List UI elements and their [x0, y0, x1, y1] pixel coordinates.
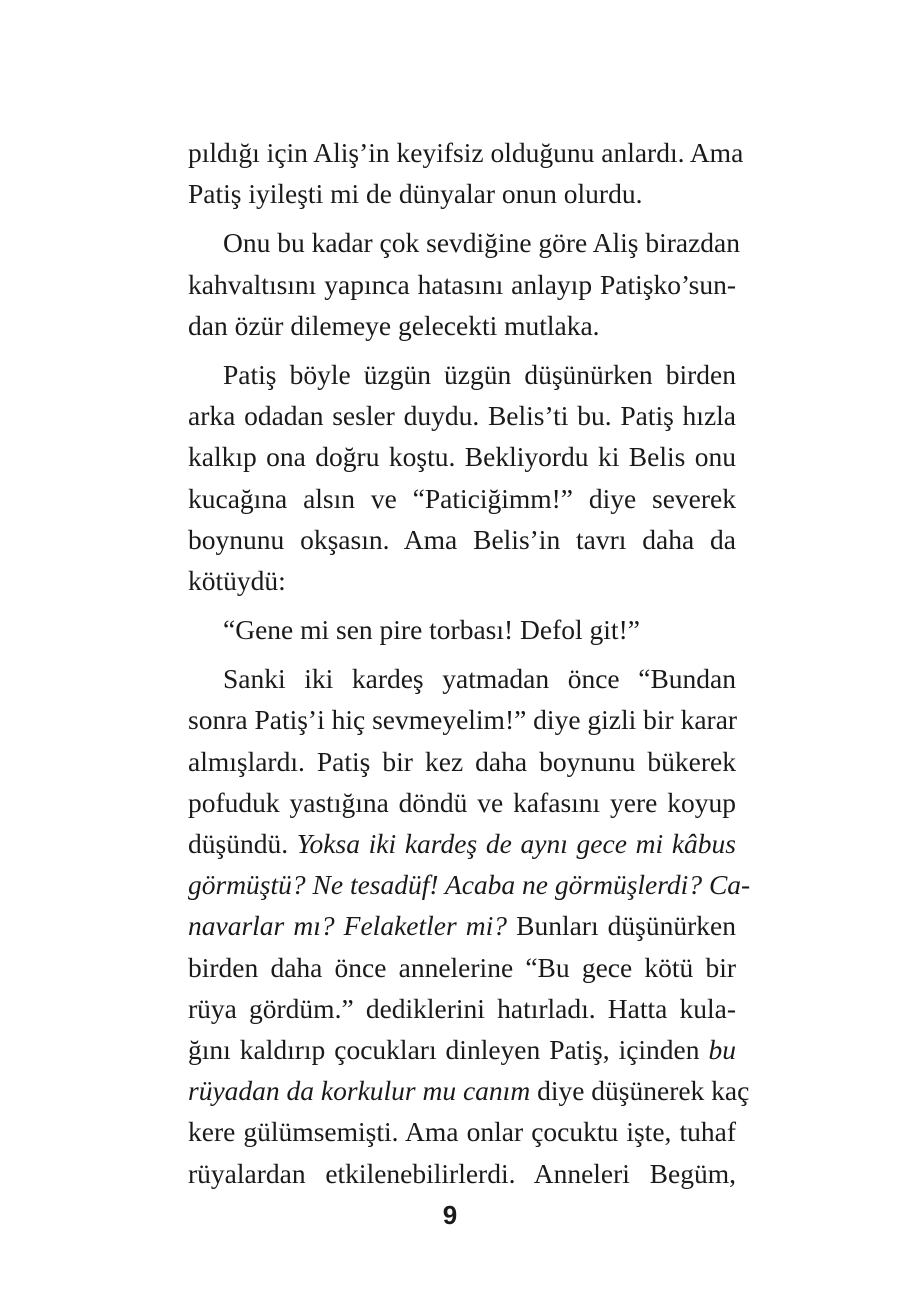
text-line: [188, 395, 736, 436]
page-number: 9: [442, 1200, 458, 1230]
text-run: düşündü.: [188, 828, 297, 859]
text-line: [188, 699, 736, 740]
paragraph: [188, 354, 736, 601]
text-run: kere gülümsemişti. Ama onlar çocuktu işte, tuhaf: [188, 1116, 736, 1148]
text-run: ğını kaldırıp çocukları dinleyen Patiş, içinden: [188, 1033, 709, 1065]
text-run: boynunu okşasın. Ama Belis’in tavrı daha da: [188, 523, 736, 555]
text-line: [188, 1111, 736, 1152]
text-run: rüya gördüm.” dediklerini hatırladı. Hatta kula-: [188, 992, 736, 1024]
text-run: pıldığı için Aliş’in keyifsiz olduğunu anlardı. Ama: [188, 137, 744, 168]
text-run: pofuduk yastığına döndü ve kafasını yere koyup: [188, 786, 736, 818]
text-run: arka odadan sesler duydu. Belis’ti bu. Patiş hızla: [188, 400, 736, 432]
text-run: Patiş böyle üzgün üzgün düşünürken birden: [223, 358, 736, 390]
italic-text: rüyadan da korkulur mu canım: [188, 1075, 531, 1107]
text-run: Sanki iki kardeş yatmadan önce “Bundan: [223, 663, 736, 695]
text-line: [188, 478, 736, 519]
text-line: [188, 905, 736, 946]
italic-text: bu: [708, 1033, 736, 1065]
text-line: [188, 947, 736, 988]
text-line: [188, 609, 736, 650]
text-line: [188, 436, 736, 477]
italic-text: görmüştü? Ne tesadüf! Acaba ne görmüşlerdi? Ca-: [188, 869, 751, 901]
text-line: [188, 1153, 736, 1194]
text-line: [188, 741, 736, 782]
text-line: [188, 823, 736, 864]
text-line: [188, 132, 744, 173]
text-run: birden daha önce annelerine “Bu gece kötü bir: [188, 951, 736, 983]
text-run: Bunları düşünürken: [507, 910, 736, 942]
text-line: [188, 658, 736, 699]
text-line: [188, 864, 751, 905]
text-run: sonra Patiş’i hiç sevmeyelim!” diye gizli bir karar: [188, 704, 738, 736]
text-run: rüyalardan etkilenebilirlerdi. Anneleri Begüm,: [188, 1157, 736, 1189]
text-line: [188, 782, 736, 823]
text-run: Patiş iyileşti mi de dünyalar onun olurdu.: [188, 178, 643, 210]
text-line: [188, 222, 741, 263]
text-line: [188, 354, 736, 395]
text-run: Onu bu kadar çok sevdiğine göre Aliş birazdan: [223, 227, 741, 259]
paragraph: [188, 609, 736, 650]
paragraph: [188, 222, 741, 346]
text-line: [188, 519, 736, 560]
text-run: almışlardı. Patiş bir kez daha boynunu bükerek: [188, 745, 736, 777]
text-run: “Gene mi sen pire torbası! Defol git!”: [223, 614, 640, 646]
text-run: kötüydü:: [188, 564, 286, 596]
italic-text: navarlar mı? Felaketler mi?: [188, 910, 508, 942]
text-line: [188, 264, 736, 305]
text-line: [188, 988, 736, 1029]
text-run: kalkıp ona doğru koştu. Bekliyordu ki Belis onu: [188, 441, 736, 473]
italic-text: Yoksa iki kardeş de aynı gece mi kâbus: [296, 828, 736, 859]
text-line: [188, 1029, 736, 1070]
text-run: kucağına alsın ve “Paticiğimm!” diye severek: [188, 482, 736, 514]
text-line: [188, 560, 736, 601]
text-line: [188, 305, 736, 346]
text-line: [188, 173, 736, 214]
paragraph: [188, 132, 744, 214]
text-run: kahvaltısını yapınca hatasını anlayıp Patişko’sun-: [188, 268, 736, 300]
text-line: [188, 1070, 750, 1111]
paragraph: [188, 658, 751, 1193]
text-run: dan özür dilemeye gelecekti mutlaka.: [188, 309, 600, 341]
body-text: [188, 132, 751, 1194]
text-run: diye düşünerek kaç: [530, 1075, 750, 1107]
